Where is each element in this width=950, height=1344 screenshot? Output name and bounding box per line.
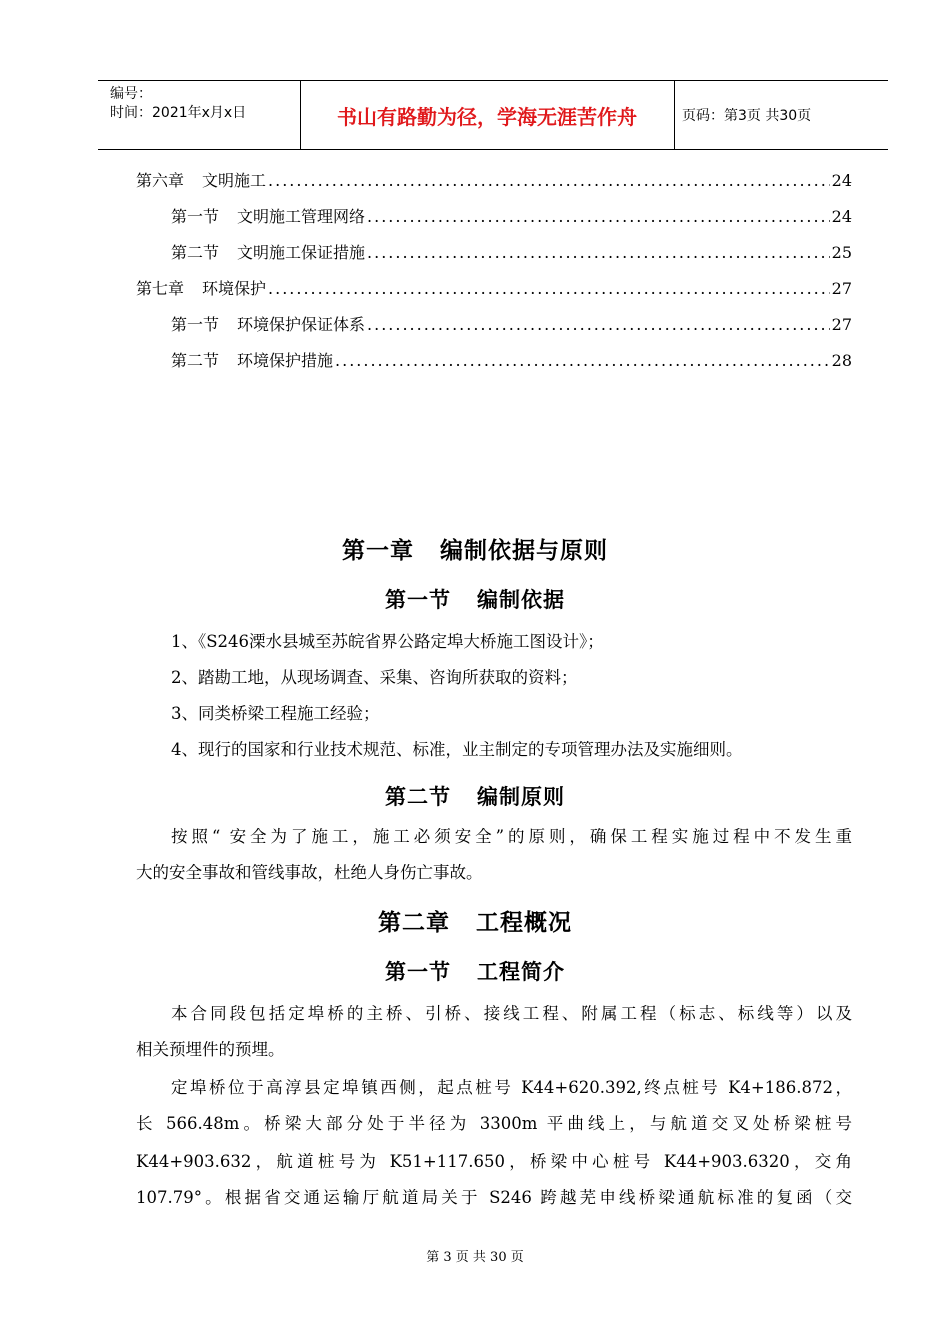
toc-entry[interactable] (136, 168, 852, 204)
toc-title: 环境保护措施 (237, 351, 334, 370)
toc-label: 第六章 (136, 171, 185, 190)
chapter-1-heading (0, 532, 950, 565)
time-label: 时间：2021年x月x日 (110, 105, 247, 121)
principle-paragraph-line: 按照“ 安全为了施工，施工必须安全”的原则，确保工程实施过程中不发生重 (171, 827, 852, 846)
overview-paragraph-line: 107.79°。根据省交通运输厅航道局关于 S246 跨越芜申线桥梁通航标准的复函（交 (136, 1188, 852, 1207)
toc-page: 28 (831, 351, 852, 370)
chapter-1-section-1-heading (0, 584, 950, 614)
toc-page: 25 (831, 243, 852, 262)
chapter-2-heading (0, 904, 950, 937)
section-label: 第一节 (385, 960, 451, 984)
section-label: 第一节 (385, 588, 451, 612)
table-of-contents (136, 168, 852, 384)
toc-leader (268, 171, 830, 190)
toc-label: 第二节 (171, 351, 220, 370)
overview-paragraph-line: 定埠桥位于高淳县定埠镇西侧，起点桩号 K44+620.392,终点桩号 K4+186.872， (171, 1078, 852, 1097)
chapter-2-label: 第二章 (378, 910, 450, 936)
basis-item: 3、同类桥梁工程施工经验； (171, 704, 380, 723)
basis-item: 1、《S246溧水县城至苏皖省界公路定埠大桥施工图设计》； (171, 632, 604, 651)
toc-page: 27 (831, 315, 852, 334)
toc-entry[interactable] (136, 240, 852, 276)
toc-title: 文明施工 (202, 171, 267, 190)
toc-title: 环境保护保证体系 (237, 315, 366, 334)
principle-paragraph-line: 大的安全事故和管线事故，杜绝人身伤亡事故。 (136, 863, 483, 882)
section-title: 工程简介 (477, 960, 565, 984)
toc-label: 第二节 (171, 243, 220, 262)
page-header (98, 80, 888, 150)
toc-leader (268, 279, 830, 298)
chapter-1-section-2-heading (0, 781, 950, 811)
overview-paragraph-line: 相关预埋件的预埋。 (136, 1040, 285, 1059)
page-footer: 第 3 页 共 30 页 (426, 1250, 524, 1265)
toc-label: 第一节 (171, 315, 220, 334)
chapter-1-title: 编制依据与原则 (440, 538, 608, 564)
header-meta-cell (98, 81, 301, 149)
toc-entry[interactable] (136, 204, 852, 240)
toc-page: 27 (831, 279, 852, 298)
toc-title: 环境保护 (202, 279, 267, 298)
toc-leader (335, 351, 830, 370)
header-motto: 书山有路勤为径，学海无涯苦作舟 (300, 81, 675, 149)
basis-item: 4、现行的国家和行业技术规范、标准，业主制定的专项管理办法及实施细则。 (171, 740, 743, 759)
toc-title: 文明施工管理网络 (237, 207, 366, 226)
overview-paragraph-line: 长 566.48m。桥梁大部分处于半径为 3300m 平曲线上，与航道交叉处桥梁桩号 (136, 1114, 852, 1133)
toc-leader (367, 243, 830, 262)
chapter-2-section-1-heading (0, 956, 950, 986)
toc-entry[interactable] (136, 348, 852, 384)
toc-page: 24 (831, 207, 852, 226)
section-label: 第二节 (385, 785, 451, 809)
toc-leader (367, 207, 830, 226)
toc-entry[interactable] (136, 312, 852, 348)
chapter-2-title: 工程概况 (476, 910, 572, 936)
section-title: 编制原则 (477, 785, 565, 809)
basis-item: 2、踏勘工地，从现场调查、采集、咨询所获取的资料； (171, 668, 578, 687)
toc-entry[interactable] (136, 276, 852, 312)
toc-leader (367, 315, 830, 334)
toc-label: 第七章 (136, 279, 185, 298)
toc-title: 文明施工保证措施 (237, 243, 366, 262)
number-label: 编号： (110, 86, 152, 102)
overview-paragraph-line: K44+903.632，航道桩号为 K51+117.650，桥梁中心桩号 K44+903.6320，交角 (136, 1152, 852, 1171)
header-page-info: 页码：第3页 共30页 (682, 108, 812, 124)
overview-paragraph-line: 本合同段包括定埠桥的主桥、引桥、接线工程、附属工程（标志、标线等）以及 (171, 1004, 852, 1023)
toc-page: 24 (831, 171, 852, 190)
section-title: 编制依据 (477, 588, 565, 612)
toc-label: 第一节 (171, 207, 220, 226)
chapter-1-label: 第一章 (342, 538, 414, 564)
